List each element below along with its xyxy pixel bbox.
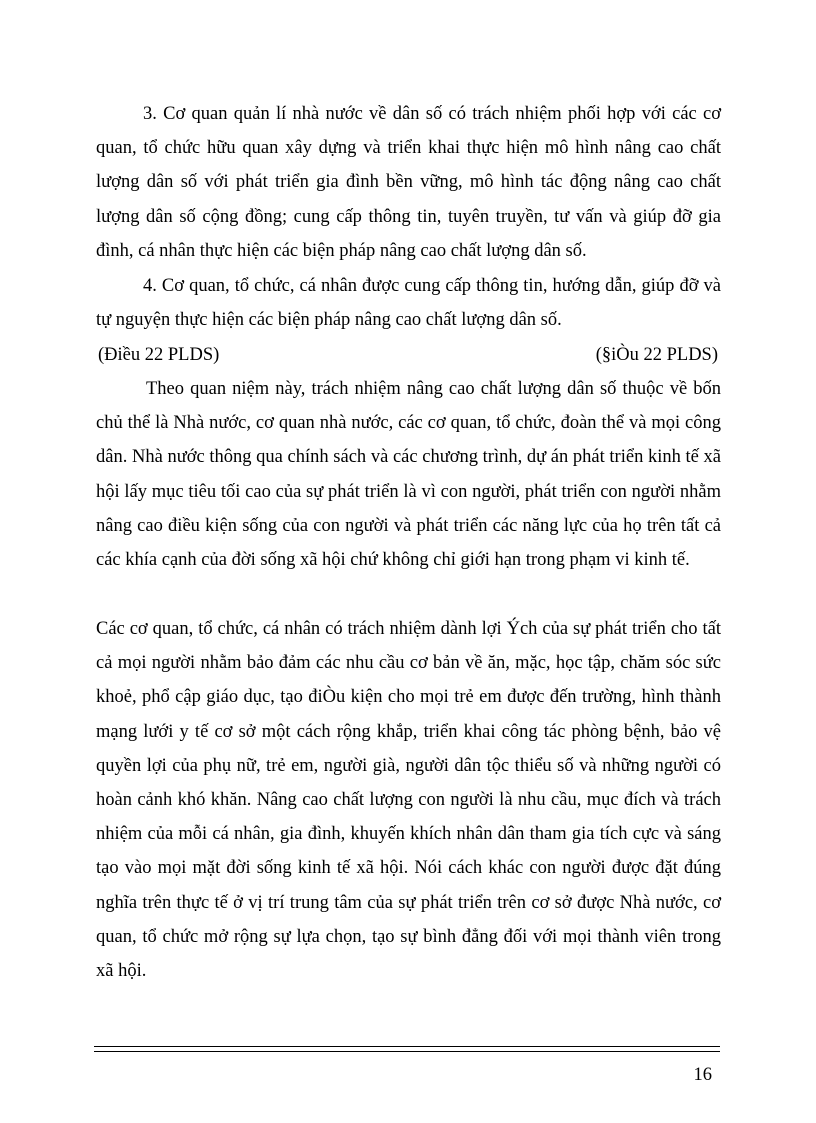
footer-divider: [94, 1046, 720, 1052]
page-number: 16: [693, 1065, 712, 1085]
paragraph-clause-3: 3. Cơ quan quản lí nhà nước về dân số có trách nhiệm phối hợp với các cơ quan, tổ chức hữu quan xây dựng và triển khai thực hiện mô hình nâng cao chất lượng dân số với phát triển gia đình bền vững, mô hình tác động nâng cao chất lượng dân số cộng đồng; cung cấp thông tin, tuyên truyền, tư vấn và giúp đỡ gia đình, cá nhân thực hiện các biện pháp nâng cao chất lượng dân số.: [96, 104, 721, 261]
paragraph-responsibility: Theo quan niệm này, trách nhiệm nâng cao chất lượng dân số thuộc về bốn chủ thể là Nhà nước, cơ quan nhà nước, các cơ quan, tổ chức, đoàn thể và mọi công dân. Nhà nước thông qua chính sách và các chương trình, dự án phát triển kinh tế xã hội lấy mục tiêu tối cao của sự phát triển là vì con người, phát triển con người nhằm nâng cao điều kiện sống của con người và phát triển các năng lực của họ trên tất cả các khía cạnh của đời sống xã hội chứ không chỉ giới hạn trong phạm vi kinh tế.: [96, 379, 721, 571]
paragraph-clause-4: 4. Cơ quan, tổ chức, cá nhân được cung cấp thông tin, hướng dẫn, giúp đỡ và tự nguyện thực hiện các biện pháp nâng cao chất lượng dân số.: [96, 276, 721, 331]
article-reference-right: (§iÒu 22 PLDS): [595, 345, 718, 365]
article-reference-left: (Điều 22 PLDS): [98, 345, 220, 365]
article-reference-row: [98, 343, 718, 367]
paragraph-organizations: Các cơ quan, tổ chức, cá nhân có trách nhiệm dành lợi Ých của sự phát triển cho tất cả mọi người nhằm bảo đảm các nhu cầu cơ bản về ăn, mặc, học tập, chăm sóc sức khoẻ, phổ cập giáo dục, tạo điÒu kiện cho mọi trẻ em được đến trường, hình thành mạng lưới y tế cơ sở một cách rộng khắp, triển khai công tác phòng bệnh, bảo vệ quyền lợi của phụ nữ, trẻ em, người già, người dân tộc thiểu số và những người có hoàn cảnh khó khăn. Nâng cao chất lượng con người là nhu cầu, mục đích và trách nhiệm của mỗi cá nhân, gia đình, khuyến khích nhân dân tham gia tích cực và sáng tạo vào mọi mặt đời sống kinh tế xã hội. Nói cách khác con người được đặt đúng nghĩa trên thực tế ở vị trí trung tâm của sự phát triển trên cơ sở được Nhà nước, cơ quan, tổ chức mở rộng sự lựa chọn, tạo sự bình đẳng đối với mọi thành viên trong xã hội.: [96, 619, 721, 982]
